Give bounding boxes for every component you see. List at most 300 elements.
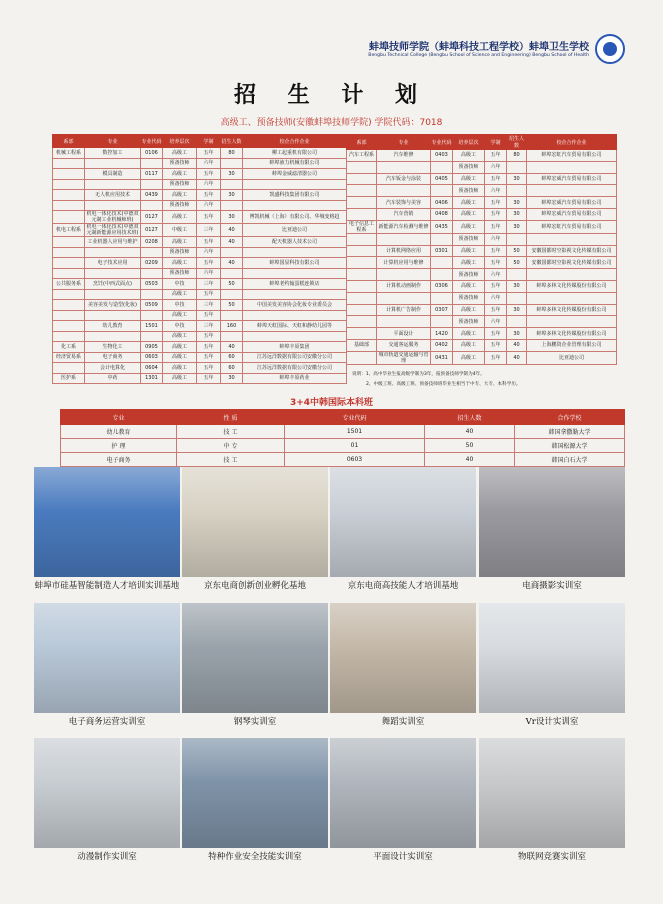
table-cell bbox=[527, 292, 617, 304]
table2-header-cell: 专业代码 bbox=[285, 410, 425, 425]
table-cell: 蚌埠宏威汽车贸易有限公司 bbox=[527, 208, 617, 220]
table2-cell: 50 bbox=[425, 439, 515, 453]
table-cell: 柳工起重机有限公司 bbox=[243, 148, 347, 159]
table-cell: 蚌埠天虹国际、天虹和静幼儿园等 bbox=[243, 321, 347, 332]
table-cell: 五年 bbox=[197, 169, 221, 180]
table-cell: 40 bbox=[507, 351, 527, 364]
table-header-cell: 学制 bbox=[485, 135, 507, 150]
table2-cell: 40 bbox=[425, 453, 515, 467]
table-cell: 0402 bbox=[431, 339, 453, 351]
table-cell: 0306 bbox=[431, 280, 453, 292]
table-cell: 江苏远洋数据有限公司安徽分公司 bbox=[243, 352, 347, 363]
table-cell: 0127 bbox=[141, 224, 163, 237]
table-cell bbox=[141, 158, 163, 169]
table-cell: 三年 bbox=[197, 300, 221, 311]
table-row bbox=[53, 169, 347, 180]
table-cell: 预备技师 bbox=[453, 161, 485, 173]
photo-caption: Vr设计实训室 bbox=[525, 717, 579, 727]
table-cell: 比亚迪公司 bbox=[527, 351, 617, 364]
table-cell bbox=[377, 316, 431, 328]
table-cell bbox=[243, 268, 347, 279]
table2-cell: 韩国松源大学 bbox=[515, 439, 625, 453]
table-cell: 五年 bbox=[197, 211, 221, 224]
photo-image bbox=[330, 738, 476, 848]
table-cell: 五年 bbox=[485, 351, 507, 364]
table-cell: 烹饪(中西式面点) bbox=[85, 279, 141, 290]
table-cell bbox=[347, 316, 377, 328]
table-cell: 0509 bbox=[141, 300, 163, 311]
table-cell: 预备技师 bbox=[453, 269, 485, 281]
table-cell: 30 bbox=[507, 280, 527, 292]
photo-caption: 京东电商高技能人才培训基地 bbox=[347, 581, 459, 591]
table-cell: 五年 bbox=[485, 280, 507, 292]
table-cell bbox=[53, 211, 85, 224]
table-cell: 高级工 bbox=[453, 220, 485, 233]
photo-image bbox=[479, 603, 625, 713]
table-cell bbox=[243, 200, 347, 211]
table-cell: 0403 bbox=[431, 150, 453, 162]
table-cell: 0603 bbox=[141, 352, 163, 363]
table-cell: 上海鹏资企业管理有限公司 bbox=[527, 339, 617, 351]
table-cell: 30 bbox=[507, 220, 527, 233]
table-cell: 六年 bbox=[485, 269, 507, 281]
table-cell: 50 bbox=[221, 300, 243, 311]
table-cell: 交通客运服务 bbox=[377, 339, 431, 351]
table-cell: 0307 bbox=[431, 304, 453, 316]
table-cell bbox=[377, 269, 431, 281]
section2-title: 3+4中韩国际本科班 bbox=[289, 398, 374, 408]
table-cell: 三年 bbox=[197, 321, 221, 332]
table-cell: 蚌埠液力机械有限公司 bbox=[243, 158, 347, 169]
table-row bbox=[53, 310, 347, 321]
table-cell: 高级工 bbox=[453, 245, 485, 257]
table-cell: 计算机动画制作 bbox=[377, 280, 431, 292]
table-cell: 五年 bbox=[197, 363, 221, 374]
table-row bbox=[53, 211, 347, 224]
table-row bbox=[53, 237, 347, 248]
table-header-cell: 专业代码 bbox=[141, 135, 163, 148]
table-cell bbox=[53, 179, 85, 190]
table-cell: 预备技师 bbox=[453, 185, 485, 197]
table-cell: 40 bbox=[221, 224, 243, 237]
table-cell: 蚌埠宏威汽车贸易有限公司 bbox=[527, 173, 617, 185]
table-cell: 五年 bbox=[197, 190, 221, 201]
table-cell: 中级工 bbox=[163, 224, 197, 237]
table-cell: 蚌埠宏虹汽车贸易有限公司 bbox=[527, 220, 617, 233]
note-line: 2、中级工班、高级工班、预备技师班毕业生相当于中专、大专、本科学历。 bbox=[366, 382, 521, 387]
table-cell: 0106 bbox=[141, 148, 163, 159]
table-cell bbox=[221, 310, 243, 321]
table-row bbox=[347, 150, 617, 162]
table-cell bbox=[221, 158, 243, 169]
table-header-cell: 培养层次 bbox=[163, 135, 197, 148]
table-cell: 预备技师 bbox=[163, 158, 197, 169]
table-cell: 五年 bbox=[485, 339, 507, 351]
table-cell: 高级工 bbox=[163, 363, 197, 374]
table-cell bbox=[85, 310, 141, 321]
table-row bbox=[347, 233, 617, 245]
table-cell bbox=[53, 237, 85, 248]
table-cell: 高级工 bbox=[453, 173, 485, 185]
table-cell bbox=[53, 190, 85, 201]
table-cell: 30 bbox=[507, 304, 527, 316]
table-row bbox=[53, 363, 347, 374]
table2-cell: 中 专 bbox=[177, 439, 285, 453]
table-cell bbox=[507, 233, 527, 245]
table-cell bbox=[431, 292, 453, 304]
table-row bbox=[53, 148, 347, 159]
table-cell: 高级工 bbox=[163, 169, 197, 180]
table-cell: 高级工 bbox=[453, 280, 485, 292]
table-row bbox=[347, 208, 617, 220]
table-cell: 60 bbox=[221, 352, 243, 363]
table-cell: 预备技师 bbox=[163, 247, 197, 258]
table2-cell: 01 bbox=[285, 439, 425, 453]
table-cell: 50 bbox=[221, 279, 243, 290]
table-row bbox=[347, 316, 617, 328]
table-cell bbox=[221, 268, 243, 279]
table-cell: 30 bbox=[221, 169, 243, 180]
table-header-cell: 专业 bbox=[377, 135, 431, 150]
table-cell bbox=[53, 289, 85, 300]
table-cell bbox=[347, 208, 377, 220]
table-cell bbox=[85, 158, 141, 169]
table-cell bbox=[527, 269, 617, 281]
table-cell: 三年 bbox=[197, 279, 221, 290]
table-cell: 五年 bbox=[485, 197, 507, 209]
table-cell: 高级工 bbox=[453, 328, 485, 340]
photo-caption: 平面设计实训室 bbox=[373, 852, 433, 862]
photo-image bbox=[34, 738, 180, 848]
table-cell: 0209 bbox=[141, 258, 163, 269]
table-cell: 高级工 bbox=[453, 304, 485, 316]
table-cell: 0127 bbox=[141, 211, 163, 224]
table-cell: 0405 bbox=[431, 173, 453, 185]
table-cell: 机电工程系 bbox=[53, 224, 85, 237]
table2-cell: 电子商务 bbox=[61, 453, 177, 467]
table-cell bbox=[141, 268, 163, 279]
table-cell: 30 bbox=[507, 197, 527, 209]
table-cell bbox=[431, 233, 453, 245]
table-row bbox=[347, 269, 617, 281]
table-row bbox=[347, 280, 617, 292]
table-cell: 电子商务 bbox=[85, 352, 141, 363]
table-cell: 高级工 bbox=[163, 310, 197, 321]
table-cell: 高级工 bbox=[163, 237, 197, 248]
table-cell: 预备技师 bbox=[453, 292, 485, 304]
table-cell: 蚌埠宏虹汽车贸易有限公司 bbox=[527, 150, 617, 162]
table-row bbox=[53, 279, 347, 290]
table-cell: 高级工 bbox=[163, 342, 197, 353]
table2-row bbox=[61, 425, 625, 439]
table-row bbox=[53, 321, 347, 332]
table-cell bbox=[141, 247, 163, 258]
table-cell: 化工系 bbox=[53, 342, 85, 353]
table-cell: 高级工 bbox=[163, 190, 197, 201]
table-cell bbox=[243, 331, 347, 342]
table-row bbox=[53, 224, 347, 237]
table-cell: 中国美发美容协会化妆专业委员会 bbox=[243, 300, 347, 311]
table-cell: 六年 bbox=[485, 161, 507, 173]
table-cell: 工业机器人应用与维护 bbox=[85, 237, 141, 248]
photo-image bbox=[182, 738, 328, 848]
table-cell: 汽车工程系 bbox=[347, 150, 377, 162]
photo-image bbox=[182, 603, 328, 713]
right-plan-table bbox=[346, 134, 617, 365]
table-cell bbox=[347, 233, 377, 245]
table-cell: 1420 bbox=[431, 328, 453, 340]
photo-tile bbox=[330, 603, 476, 713]
table-cell: 30 bbox=[221, 373, 243, 384]
table-cell: 30 bbox=[221, 190, 243, 201]
table-row bbox=[53, 200, 347, 211]
table-cell: 高级工 bbox=[163, 352, 197, 363]
table-cell: 蚌埠丰原药业 bbox=[243, 373, 347, 384]
table-cell: 40 bbox=[507, 339, 527, 351]
table2-cell: 1501 bbox=[285, 425, 425, 439]
table-cell: 博凯机械（上海）有限公司、华城变格趋 bbox=[243, 211, 347, 224]
table-cell: 无人机应用技术 bbox=[85, 190, 141, 201]
table-cell: 0208 bbox=[141, 237, 163, 248]
table-row bbox=[53, 258, 347, 269]
table-cell: 80 bbox=[507, 150, 527, 162]
table-row bbox=[347, 328, 617, 340]
table-cell: 计算机广告制作 bbox=[377, 304, 431, 316]
table-cell: 30 bbox=[221, 211, 243, 224]
table-cell bbox=[141, 200, 163, 211]
table-header-cell: 培养层次 bbox=[453, 135, 485, 150]
table-cell: 蚌埠丰原集团 bbox=[243, 342, 347, 353]
table-cell: 0431 bbox=[431, 351, 453, 364]
table-cell bbox=[377, 161, 431, 173]
table-cell: 高级工 bbox=[163, 289, 197, 300]
table-cell bbox=[347, 257, 377, 269]
table-cell: 预备技师 bbox=[453, 233, 485, 245]
table-cell bbox=[243, 179, 347, 190]
table-row bbox=[347, 173, 617, 185]
school-name: 蚌埠技师学院（蚌埠科技工程学校）蚌埠卫生学校 bbox=[369, 42, 589, 53]
table-cell bbox=[53, 331, 85, 342]
table-cell: 中药 bbox=[85, 373, 141, 384]
table-row bbox=[53, 247, 347, 258]
table-cell: 美容美发与造型(化妆) bbox=[85, 300, 141, 311]
table-cell bbox=[221, 200, 243, 211]
table-row bbox=[347, 161, 617, 173]
table-cell: 30 bbox=[507, 328, 527, 340]
table-cell bbox=[431, 316, 453, 328]
table-cell: 比亚迪公司 bbox=[243, 224, 347, 237]
table-cell: 六年 bbox=[197, 247, 221, 258]
page-title: 招 生 计 划 bbox=[234, 82, 429, 108]
table-cell: 预备技师 bbox=[453, 316, 485, 328]
table-cell: 生物化工 bbox=[85, 342, 141, 353]
table-cell bbox=[507, 161, 527, 173]
table-cell: 中技 bbox=[163, 321, 197, 332]
table-cell: 30 bbox=[507, 208, 527, 220]
school-name-en: Bengbu Technical College (Bengbu School of Science and Engineering) Bengbu School of Health bbox=[368, 53, 589, 58]
table-row bbox=[53, 158, 347, 169]
table-cell bbox=[53, 247, 85, 258]
table-cell bbox=[85, 200, 141, 211]
table-row bbox=[53, 352, 347, 363]
table-cell bbox=[507, 292, 527, 304]
table-cell: 50 bbox=[507, 257, 527, 269]
table2-cell: 幼儿教育 bbox=[61, 425, 177, 439]
table-cell: 五年 bbox=[197, 289, 221, 300]
photo-tile bbox=[479, 467, 625, 577]
table-cell: 五年 bbox=[485, 257, 507, 269]
table-cell: 0439 bbox=[141, 190, 163, 201]
table-cell: 预备技师 bbox=[163, 179, 197, 190]
table2-cell: 韩国白石大学 bbox=[515, 453, 625, 467]
table-cell bbox=[221, 179, 243, 190]
table-header-cell: 学制 bbox=[197, 135, 221, 148]
table-cell bbox=[53, 258, 85, 269]
table-cell bbox=[85, 331, 141, 342]
table-cell: 40 bbox=[221, 342, 243, 353]
table-cell bbox=[347, 269, 377, 281]
photo-tile bbox=[34, 603, 180, 713]
table-cell bbox=[53, 169, 85, 180]
table-cell bbox=[85, 179, 141, 190]
table-cell: 50 bbox=[507, 245, 527, 257]
table-cell: 电子信息工程系 bbox=[347, 220, 377, 233]
table2-cell: 40 bbox=[425, 425, 515, 439]
table-cell: 五年 bbox=[197, 331, 221, 342]
table-cell: 60 bbox=[221, 363, 243, 374]
table-cell bbox=[431, 269, 453, 281]
table-cell: 机械工程系 bbox=[53, 148, 85, 159]
table-row bbox=[347, 197, 617, 209]
table-cell: 电子技术应用 bbox=[85, 258, 141, 269]
photo-tile bbox=[34, 738, 180, 848]
table-cell bbox=[243, 310, 347, 321]
korea-program-table bbox=[60, 409, 625, 467]
table-cell bbox=[507, 185, 527, 197]
table-row bbox=[347, 220, 617, 233]
table-cell: 五年 bbox=[197, 237, 221, 248]
photo-image bbox=[479, 467, 625, 577]
photo-caption: 电子商务运营实训室 bbox=[68, 717, 146, 727]
photo-caption: 舞蹈实训室 bbox=[381, 717, 425, 727]
table-cell bbox=[431, 257, 453, 269]
table-cell bbox=[347, 280, 377, 292]
note-line: 说明：1、高中毕业生报高级学制为3年，报预备技师学制为4年。 bbox=[352, 372, 485, 377]
table-cell bbox=[53, 300, 85, 311]
table-header-cell: 校企合作企业 bbox=[527, 135, 617, 150]
table-cell: 蚌埠宏威汽车贸易有限公司 bbox=[527, 197, 617, 209]
table-cell: 数控加工 bbox=[85, 148, 141, 159]
table-cell: 预备技师 bbox=[163, 268, 197, 279]
table-cell: 汽车装饰与美容 bbox=[377, 197, 431, 209]
photo-tile bbox=[182, 738, 328, 848]
table-row bbox=[53, 289, 347, 300]
table-cell bbox=[347, 304, 377, 316]
photo-tile bbox=[330, 738, 476, 848]
table-cell: 蚌埠多林文化传媒股份有限公司 bbox=[527, 280, 617, 292]
table-cell: 高级工 bbox=[163, 211, 197, 224]
table-cell: 六年 bbox=[485, 233, 507, 245]
table2-header-cell: 合作学校 bbox=[515, 410, 625, 425]
table-cell: 蚌埠多林文化传媒股份有限公司 bbox=[527, 328, 617, 340]
table-cell bbox=[243, 247, 347, 258]
table-cell: 蚌埠金威滤清器公司 bbox=[243, 169, 347, 180]
table2-cell: 技 工 bbox=[177, 425, 285, 439]
table-cell: 高级工 bbox=[453, 150, 485, 162]
page-subtitle: 高级工、预备技师(安徽蚌埠技师学院) 学院代码：7018 bbox=[220, 118, 443, 128]
table-cell bbox=[141, 310, 163, 321]
table-row bbox=[53, 190, 347, 201]
table-cell: 五年 bbox=[485, 150, 507, 162]
table-cell: 40 bbox=[221, 258, 243, 269]
table-cell bbox=[377, 292, 431, 304]
table-cell: 医护系 bbox=[53, 373, 85, 384]
table-cell: 六年 bbox=[485, 292, 507, 304]
table-row bbox=[347, 351, 617, 364]
table-cell: 高级工 bbox=[163, 373, 197, 384]
table-cell: 0301 bbox=[431, 245, 453, 257]
table-cell: 40 bbox=[221, 237, 243, 248]
table-cell: 计算机应用与维修 bbox=[377, 257, 431, 269]
table-cell bbox=[221, 247, 243, 258]
photo-image bbox=[330, 467, 476, 577]
table-cell bbox=[507, 269, 527, 281]
table-cell: 0604 bbox=[141, 363, 163, 374]
table-cell: 0408 bbox=[431, 208, 453, 220]
table-header-cell: 系部 bbox=[53, 135, 85, 148]
table-cell: 中技 bbox=[163, 279, 197, 290]
table-cell bbox=[431, 185, 453, 197]
photo-image bbox=[182, 467, 328, 577]
table-cell bbox=[347, 173, 377, 185]
photo-caption: 物联网竞赛实训室 bbox=[517, 852, 586, 862]
photo-tile bbox=[182, 467, 328, 577]
table-cell: 六年 bbox=[197, 179, 221, 190]
photo-caption: 蚌埠市硅基智能制造人才培训实训基地 bbox=[34, 581, 180, 591]
table-header-cell: 招生人数 bbox=[507, 135, 527, 150]
table-row bbox=[347, 304, 617, 316]
table-cell: 160 bbox=[221, 321, 243, 332]
table-cell: 公共服务系 bbox=[53, 279, 85, 290]
table2-cell: 韩国拿撒勒大学 bbox=[515, 425, 625, 439]
left-plan-table bbox=[52, 134, 347, 384]
photo-tile bbox=[182, 603, 328, 713]
table-header-cell: 系部 bbox=[347, 135, 377, 150]
table-cell bbox=[53, 200, 85, 211]
table-cell: 高级工 bbox=[163, 258, 197, 269]
photo-tile bbox=[330, 467, 476, 577]
table-cell: 五年 bbox=[485, 173, 507, 185]
table-cell: 五年 bbox=[485, 304, 507, 316]
table-cell: 五年 bbox=[197, 148, 221, 159]
table-cell bbox=[141, 289, 163, 300]
table-cell: 0117 bbox=[141, 169, 163, 180]
table-cell bbox=[53, 158, 85, 169]
table-cell: 六年 bbox=[485, 185, 507, 197]
photo-tile bbox=[479, 738, 625, 848]
table-cell: 中技 bbox=[163, 300, 197, 311]
table-cell: 汽车钣金与涂装 bbox=[377, 173, 431, 185]
table2-cell: 0603 bbox=[285, 453, 425, 467]
table-cell: 汽车维修 bbox=[377, 150, 431, 162]
table-cell bbox=[221, 331, 243, 342]
school-logo-icon bbox=[595, 34, 625, 64]
table-cell bbox=[527, 233, 617, 245]
table-cell: 80 bbox=[221, 148, 243, 159]
table-cell: 机电一体化技术(中德双元制新能源应用技术班) bbox=[85, 224, 141, 237]
table-cell bbox=[507, 316, 527, 328]
table-cell: 经济贸易系 bbox=[53, 352, 85, 363]
